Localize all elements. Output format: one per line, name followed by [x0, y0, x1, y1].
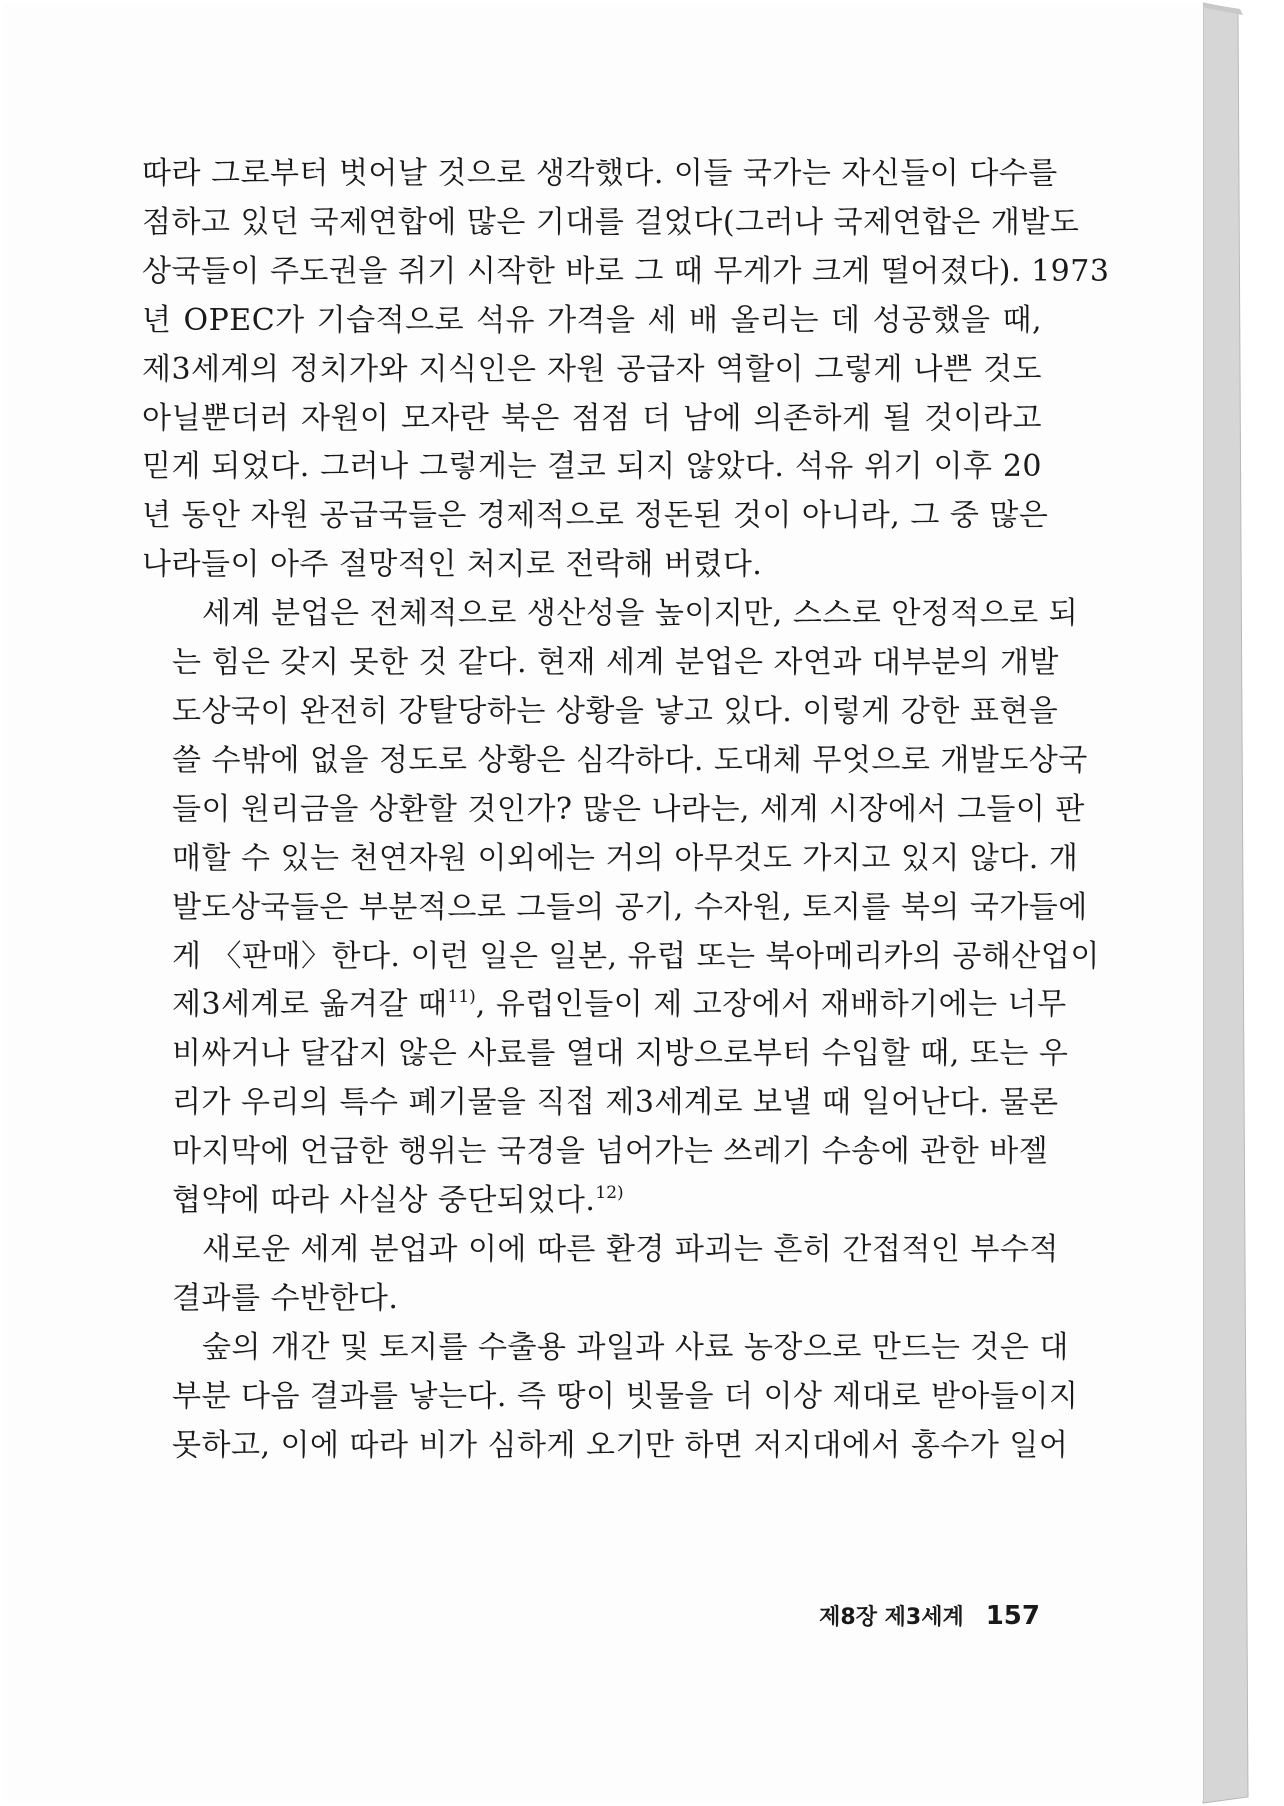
book-side — [1203, 3, 1248, 1803]
page-number: 157 — [985, 1601, 1040, 1631]
text-line: 리가 우리의 특수 폐기물을 직접 제3세계로 보낼 때 일어난다. 물론 — [172, 1085, 1059, 1121]
text-segment: 제3세계로 옮겨갈 때 — [172, 987, 448, 1023]
running-footer-chapter: 제8장 제3세계 — [819, 1605, 964, 1630]
body-text — [142, 150, 1110, 1470]
paragraph — [142, 1226, 1059, 1324]
text-line: 아닐뿐더러 자원이 모자란 북은 점점 더 남에 의존하게 될 것이라고 — [142, 400, 1042, 436]
text-line: 년 OPEC가 기습적으로 석유 가격을 세 배 올리는 데 성공했을 때, — [142, 302, 1042, 338]
footnote-marker: 11) — [447, 987, 476, 1008]
text-line: 비싸거나 달갑지 않은 사료를 열대 지방으로부터 수입할 때, 또는 우 — [172, 1036, 1069, 1072]
paragraph — [142, 590, 1100, 1226]
text-line: 부분 다음 결과를 낳는다. 즉 땅이 빗물을 더 이상 제대로 받아들이지 — [172, 1378, 1079, 1414]
text-line: 게 〈판매〉한다. 이런 일은 일본, 유럽 또는 북아메리카의 공해산업이 — [172, 938, 1100, 974]
paragraph — [142, 150, 1110, 590]
text-line — [142, 981, 1067, 1030]
text-line: 세계 분업은 전체적으로 생산성을 높이지만, 스스로 안정적으로 되 — [202, 596, 1079, 632]
text-line: 매할 수 있는 천연자원 이외에는 거의 아무것도 가지고 있지 않다. 개 — [172, 840, 1079, 876]
text-line: 숲의 개간 및 토지를 수출용 과일과 사료 농장으로 만드는 것은 대 — [202, 1329, 1069, 1365]
text-segment: , 유럽인들이 제 고장에서 재배하기에는 너무 — [475, 987, 1067, 1023]
text-line: 도상국이 완전히 강탈당하는 상황을 낳고 있다. 이렇게 강한 표현을 — [172, 693, 1059, 729]
page-footer — [819, 1600, 1040, 1631]
text-line: 점하고 있던 국제연합에 많은 기대를 걸었다(그러나 국제연합은 개발도 — [142, 204, 1080, 240]
text-line: 마지막에 언급한 행위는 국경을 넘어가는 쓰레기 수송에 관한 바젤 — [172, 1134, 1049, 1170]
text-line: 상국들이 주도권을 쥐기 시작한 바로 그 때 무게가 크게 떨어졌다). 1973 — [142, 253, 1110, 289]
text-line: 제3세계의 정치가와 지식인은 자원 공급자 역할이 그렇게 나쁜 것도 — [142, 351, 1042, 387]
footnote-marker: 12) — [595, 1183, 624, 1204]
text-line: 는 힘은 갖지 못한 것 같다. 현재 세계 분업은 자연과 대부분의 개발 — [172, 645, 1059, 681]
text-line: 발도상국들은 부분적으로 그들의 공기, 수자원, 토지를 북의 국가들에 — [172, 889, 1088, 925]
text-line: 결과를 수반한다. — [172, 1280, 399, 1316]
text-line: 못하고, 이에 따라 비가 심하게 오기만 하면 저지대에서 홍수가 일어 — [172, 1427, 1069, 1463]
paragraph — [142, 1324, 1079, 1471]
text-line: 들이 원리금을 상환할 것인가? 많은 나라는, 세계 시장에서 그들이 판 — [172, 791, 1085, 827]
text-line: 쓸 수밖에 없을 정도로 상황은 심각하다. 도대체 무엇으로 개발도상국 — [172, 742, 1088, 778]
text-line: 나라들이 아주 절망적인 처지로 전락해 버렸다. — [142, 547, 763, 583]
text-line: 따라 그로부터 벗어날 것으로 생각했다. 이들 국가는 자신들이 다수를 — [142, 156, 1058, 191]
text-line: 믿게 되었다. 그러나 그렇게는 결코 되지 않았다. 석유 위기 이후 20 — [142, 449, 1042, 485]
text-line — [142, 1177, 1042, 1226]
text-line: 년 동안 자원 공급국들은 경제적으로 정돈된 것이 아니라, 그 중 많은 — [142, 498, 1049, 534]
text-line: 새로운 세계 분업과 이에 따른 환경 파괴는 흔히 간접적인 부수적 — [202, 1231, 1059, 1267]
text-segment: 협약에 따라 사실상 중단되었다. — [172, 1183, 596, 1219]
